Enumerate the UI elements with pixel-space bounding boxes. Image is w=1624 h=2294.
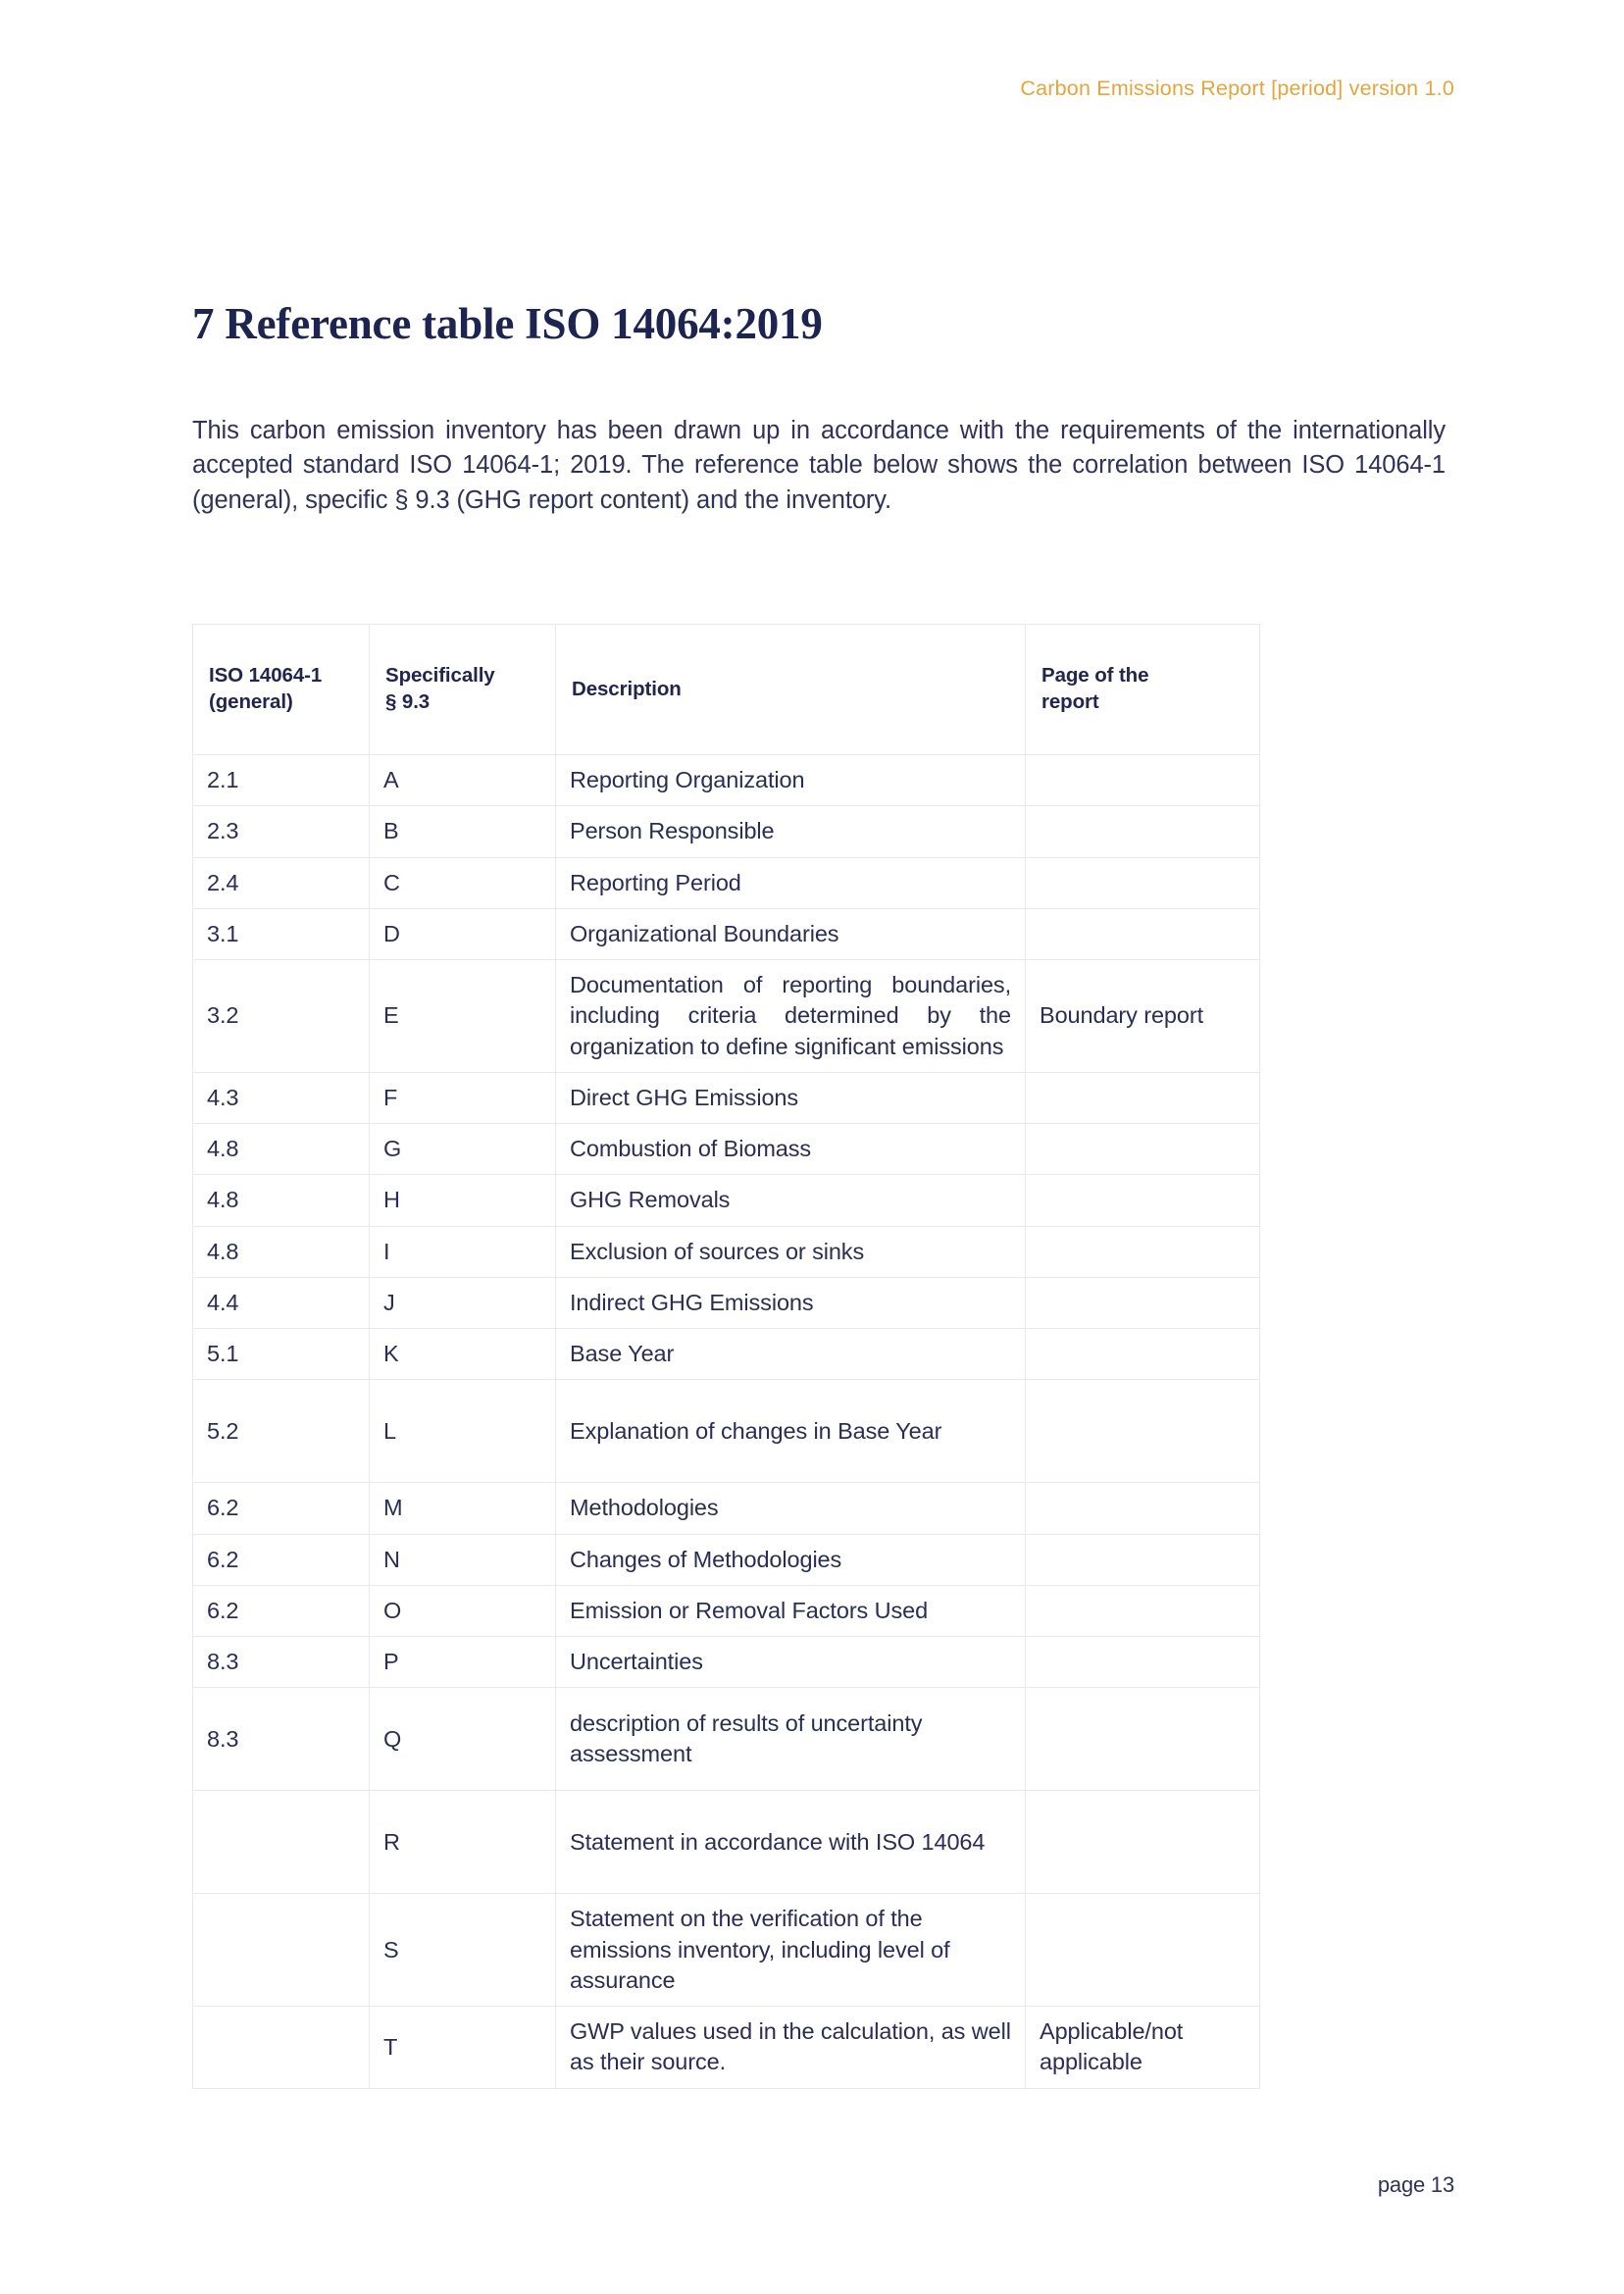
cell-specifically: I: [370, 1226, 556, 1277]
cell-specifically: L: [370, 1380, 556, 1483]
cell-specifically: J: [370, 1277, 556, 1328]
cell-specifically: H: [370, 1175, 556, 1226]
cell-page: [1026, 1534, 1260, 1585]
cell-specifically: N: [370, 1534, 556, 1585]
column-header-page-line2: report: [1041, 690, 1099, 713]
cell-page: Applicable/not applicable: [1026, 2007, 1260, 2089]
cell-specifically: R: [370, 1791, 556, 1894]
table-row: [193, 1380, 1260, 1483]
cell-page: [1026, 857, 1260, 908]
cell-iso: 3.1: [193, 908, 370, 959]
column-header-description: [556, 625, 1026, 755]
cell-iso: [193, 1791, 370, 1894]
cell-description: Statement in accordance with ISO 14064: [556, 1791, 1026, 1894]
cell-iso: 4.8: [193, 1175, 370, 1226]
cell-iso: [193, 1894, 370, 2007]
column-header-iso-line2: (general): [209, 690, 293, 713]
column-header-specifically-line2: § 9.3: [385, 690, 431, 713]
table-row: [193, 806, 1260, 857]
cell-description: Exclusion of sources or sinks: [556, 1226, 1026, 1277]
cell-iso: 8.3: [193, 1637, 370, 1688]
cell-page: [1026, 1637, 1260, 1688]
cell-specifically: D: [370, 908, 556, 959]
cell-description: Explanation of changes in Base Year: [556, 1380, 1026, 1483]
table-row: [193, 1688, 1260, 1791]
table-row: [193, 755, 1260, 806]
table-row: [193, 1534, 1260, 1585]
cell-iso: [193, 2007, 370, 2089]
cell-description: description of results of uncertainty assessment: [556, 1688, 1026, 1791]
page-title: 7 Reference table ISO 14064:2019: [192, 299, 823, 348]
table-header-row: [193, 625, 1260, 755]
cell-page: [1026, 1226, 1260, 1277]
table-row: [193, 908, 1260, 959]
table-row: [193, 1124, 1260, 1175]
cell-iso: 6.2: [193, 1534, 370, 1585]
table-row: [193, 1585, 1260, 1636]
cell-description: Reporting Organization: [556, 755, 1026, 806]
column-header-specifically: [370, 625, 556, 755]
cell-page: [1026, 1894, 1260, 2007]
cell-specifically: E: [370, 960, 556, 1073]
table-row: [193, 857, 1260, 908]
cell-description: Direct GHG Emissions: [556, 1072, 1026, 1123]
cell-page: Boundary report: [1026, 960, 1260, 1073]
cell-page: [1026, 1483, 1260, 1534]
table-row: [193, 1226, 1260, 1277]
cell-iso: 3.2: [193, 960, 370, 1073]
cell-description: Changes of Methodologies: [556, 1534, 1026, 1585]
table-row: [193, 1329, 1260, 1380]
cell-iso: 8.3: [193, 1688, 370, 1791]
cell-iso: 4.8: [193, 1124, 370, 1175]
table-body: [193, 755, 1260, 2089]
cell-specifically: S: [370, 1894, 556, 2007]
cell-description: Documentation of reporting boundaries, including criteria determined by the organization to define significant emissions: [556, 960, 1026, 1073]
cell-page: [1026, 1277, 1260, 1328]
cell-page: [1026, 1791, 1260, 1894]
cell-description: Person Responsible: [556, 806, 1026, 857]
cell-description: Emission or Removal Factors Used: [556, 1585, 1026, 1636]
column-header-page: [1026, 625, 1260, 755]
intro-paragraph: This carbon emission inventory has been drawn up in accordance with the requirements of the internationally accepted standard ISO 14064-1; 2019. The reference table below shows the correlation between ISO 14064-1 (general), specific § 9.3 (GHG report content) and the inventory.: [192, 417, 1446, 514]
cell-specifically: T: [370, 2007, 556, 2089]
cell-description: Organizational Boundaries: [556, 908, 1026, 959]
cell-description: Reporting Period: [556, 857, 1026, 908]
cell-specifically: P: [370, 1637, 556, 1688]
cell-specifically: B: [370, 806, 556, 857]
cell-iso: 6.2: [193, 1585, 370, 1636]
cell-description: Indirect GHG Emissions: [556, 1277, 1026, 1328]
table-row: [193, 1791, 1260, 1894]
cell-iso: 5.1: [193, 1329, 370, 1380]
column-header-iso-line1: ISO 14064-1: [209, 664, 323, 688]
cell-iso: 5.2: [193, 1380, 370, 1483]
cell-page: [1026, 1124, 1260, 1175]
column-header-iso: [193, 625, 370, 755]
cell-specifically: F: [370, 1072, 556, 1123]
cell-page: [1026, 755, 1260, 806]
cell-description: GWP values used in the calculation, as well as their source.: [556, 2007, 1026, 2089]
cell-page: [1026, 806, 1260, 857]
running-header: Carbon Emissions Report [period] version 1.0: [1020, 76, 1454, 100]
cell-description: Base Year: [556, 1329, 1026, 1380]
table-row: [193, 1277, 1260, 1328]
reference-table-container: [192, 624, 1259, 2089]
table-row: [193, 1175, 1260, 1226]
cell-description: GHG Removals: [556, 1175, 1026, 1226]
cell-page: [1026, 1585, 1260, 1636]
table-row: [193, 1637, 1260, 1688]
cell-page: [1026, 1072, 1260, 1123]
page-number-footer: page 13: [1377, 2172, 1454, 2197]
cell-description: Methodologies: [556, 1483, 1026, 1534]
cell-iso: 4.8: [193, 1226, 370, 1277]
cell-specifically: A: [370, 755, 556, 806]
cell-description: Statement on the verification of the emissions inventory, including level of assurance: [556, 1894, 1026, 2007]
table-row: [193, 960, 1260, 1073]
cell-page: [1026, 1688, 1260, 1791]
cell-page: [1026, 1175, 1260, 1226]
table-row: [193, 1072, 1260, 1123]
cell-iso: 2.3: [193, 806, 370, 857]
cell-iso: 6.2: [193, 1483, 370, 1534]
cell-specifically: M: [370, 1483, 556, 1534]
cell-iso: 4.3: [193, 1072, 370, 1123]
column-header-page-line1: Page of the: [1041, 664, 1149, 688]
column-header-specifically-line1: Specifically: [385, 664, 495, 688]
cell-iso: 2.1: [193, 755, 370, 806]
cell-description: Combustion of Biomass: [556, 1124, 1026, 1175]
column-header-description-label: Description: [572, 677, 682, 700]
cell-specifically: C: [370, 857, 556, 908]
table-row: [193, 1894, 1260, 2007]
table-row: [193, 2007, 1260, 2089]
cell-specifically: O: [370, 1585, 556, 1636]
cell-specifically: K: [370, 1329, 556, 1380]
cell-iso: 4.4: [193, 1277, 370, 1328]
cell-description: Uncertainties: [556, 1637, 1026, 1688]
cell-specifically: Q: [370, 1688, 556, 1791]
cell-iso: 2.4: [193, 857, 370, 908]
cell-page: [1026, 908, 1260, 959]
cell-page: [1026, 1380, 1260, 1483]
cell-specifically: G: [370, 1124, 556, 1175]
table-row: [193, 1483, 1260, 1534]
cell-page: [1026, 1329, 1260, 1380]
reference-table: [192, 624, 1260, 2089]
